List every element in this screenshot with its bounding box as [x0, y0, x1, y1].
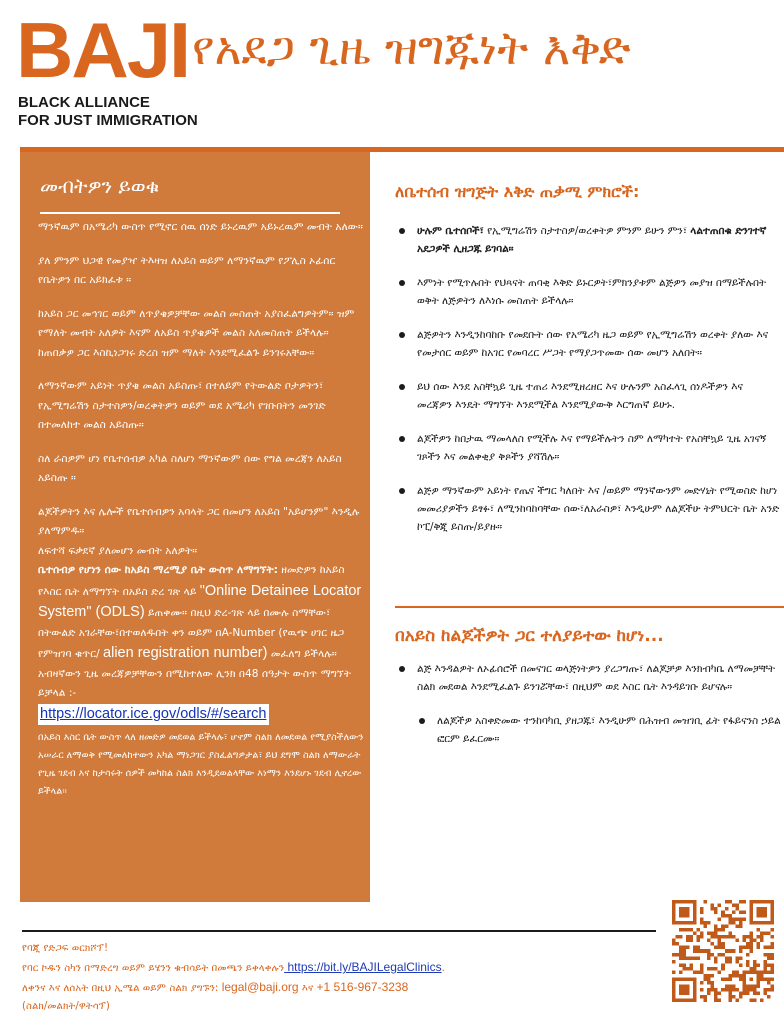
bullet-icon	[399, 436, 405, 442]
list-item	[395, 378, 781, 414]
locator-text-e: መፈለግ ይችላሉ።	[270, 648, 337, 660]
workshop-join-line	[22, 958, 662, 978]
list-item	[395, 430, 781, 466]
detention-call-info: በአይስ እስር ቤት ውስጥ ላለ ዘመድዎ መደወል ይችላሉ፣ ሆኖም ስልክ ለመደወል የሚያስችለውን አሠራር ለማወቅ የሚመለከተውን አካል ማነጋገር ያስፈልግዎታል፣ ይህ ደግሞ ስልክ ለማውራት የጊዜ ገደብ እና ከታሳሩት ሰዎች መካከል ስልክ እንዲደወልላቸው እነማን እንደሆኑ ገደብ ሊኖረው ይችላል።	[38, 732, 364, 797]
rights-paragraph-3: ከአይስ ጋር መኅገር ወይም ለጥያቄዎቻቸው መልስ መስጠት አያስፈልግዎትም። ዝም የማለት መብት አለዎት እናም ለአይስ ጥያቄዎች መልስ አለመስጠት ይችላሉ። ከጠበቃዎ ጋር እስኪነጋገሩ ድረስ ዝም ማለት እንደሚፈልጉ ይንገሩአቸው።	[38, 307, 355, 359]
tip-bold-end: ላልተጠበቁ ድንገተኛ አደጋዎች ሊዘጋጁ ይገባል።	[417, 225, 767, 255]
detainee-locator-info	[38, 561, 364, 665]
bullet-icon	[399, 332, 405, 338]
bullet-icon	[419, 718, 425, 724]
page-title: የአደጋ ጊዜ ዝግጁነት እቅድ	[192, 21, 631, 75]
qr-code-icon[interactable]	[672, 900, 774, 1002]
tip-text: እምነት የሚጥሉበት የህጻናት ጠባቂ እቅድ ይኑርዎት፣ምክንያቱም ልጅዎን መያዝ በማይችሉበት ወቅት ለጅዎትን ለእነሱ መስጠት ይችላሉ።	[417, 277, 766, 307]
bullet-icon	[399, 228, 405, 234]
odls-name: "Online Detainee Locator System" (ODLS)	[38, 582, 362, 620]
logo-wordmark: BAJI	[16, 6, 190, 94]
list-item	[395, 274, 781, 310]
contact-line	[22, 978, 662, 998]
tip-bold-start: ሁሉም ቤተሰቦች፣	[417, 225, 484, 237]
list-item	[395, 326, 781, 362]
tip-text: ልጅ እንዳልዎት ለኦፊሰሮች በመናገር ወላጅነትዎን ያረጋግጡ፣ ለልጆቻዎ እንክብካቤ ለማመቻቸት ስልክ መደወል እንደሚፈልጉ ይንገሯቸው፣ በዚህም ወደ እስር ቤት እንዳይገቡ ይሆናሉ።	[417, 663, 776, 693]
workshop-title: የባጂ የድጋፍ ወርክሾፕ!	[22, 943, 109, 954]
locator-text-a: ዘመድዎን ከአይስ የእስር ቤት ለማግኘት በአይስ ድረ ገጽ ላይ	[38, 564, 345, 598]
logo-subtitle-line-1: BLACK ALLIANCE	[18, 94, 150, 111]
list-item	[395, 222, 781, 258]
footer	[22, 940, 662, 1016]
tip-text: ልጆችዎን ከበታዉ ማመላለስ የሚችሉ እና የማይችሉትን ስም ለማካተት የአስቸኳይ ጊዜ አገናኝ ገጾችን እና መልቀቂያ ቅጾችን ያሻሽሉ።	[417, 433, 767, 463]
contact-email[interactable]: legal@baji.org	[218, 980, 299, 994]
rights-paragraph-7: ለፍተሻ ፍቃደኛ ያለመሆን መብት አለዎት።	[38, 544, 198, 557]
bullet-icon	[399, 384, 405, 390]
family-plan-tips-list	[395, 222, 781, 552]
bullet-icon	[399, 666, 405, 672]
separated-from-children-list	[395, 660, 781, 764]
know-your-rights-panel	[20, 152, 370, 902]
contact-phone[interactable]: +1 516-967-3238	[316, 980, 409, 994]
footer-divider	[22, 930, 656, 932]
baji-logo	[16, 6, 198, 134]
list-item	[395, 482, 781, 536]
contact-methods: (ስልክ/መልክት/ዋትሳፕ)	[22, 1001, 110, 1012]
panel-title: መብትዎን ይወቁ	[40, 166, 340, 214]
locator-48-hours: አብዛኛውን ጊዜ መረጃዎቻቸውን በሚከተለው ሊንክ በ48 ሰዓታት ውስጥ ማግኘት ይቻላል :-	[38, 667, 351, 699]
contact-and: እና	[298, 983, 317, 994]
tip-text: ለልጆችዎ አስቀድመው ተንከባካቢ ያዘጋጁ፣ እንዲሁም በሕዝብ መዝገቢ ፊት የፋይናንስ ኃይል ፎርም ይፈርሙ።	[437, 715, 781, 745]
list-item	[395, 712, 781, 748]
join-text: የባር ኮዱን ስካን በማድረግ ወይም ይሄንን ቁብሳይት በመጫን ይቀላቀሉን	[22, 963, 285, 974]
tip-text: ልጅዎ ማንኛውም አይነት የጤና ችግር ካለበት እና /ወይም ማንኛውንም መድሃኒት የሚወስድ ከሆነ መመሪያዎችን ይፃፉ፣ ለሚንከባከባቸው ሰው፣ለአራስዎ፣ እንዲሁም ለልጆችሁ ትምህርት ቤት አንድ ኮፒ/ቅጂ ይስጡ/ይያዙ።	[417, 485, 780, 533]
list-item	[395, 660, 781, 696]
join-period: .	[441, 963, 445, 974]
alien-registration-text: alien registration number)	[103, 645, 268, 661]
rights-paragraph-4: ለማንኛውም አይነት ጥያቄ መልስ አይስጡ፣ በተለይም የትውልድ ቦታዎትን፣ የኢሚግሬሽን ስታተስዎን/ወረቀትዎን ወይም ወደ አሜሪካ የገቡበትን መንገድ በተመለከተ መልስ አይስጡ።	[38, 380, 326, 431]
bullet-icon	[399, 488, 405, 494]
ice-locator-link[interactable]: https://locator.ice.gov/odls/#/search	[38, 704, 269, 725]
legal-clinics-link[interactable]: https://bit.ly/BAJILegalClinics	[284, 960, 442, 974]
tip-text: ይህ ሰው እንደ አስቸኳይ ጊዜ ተጠሪ እንደሚዘረዘር እና ሁሉንም አስፈላጊ ሰነዶችዎን እና መረጃዎን እንዴት ማግኘት እንደሚችል እንደሚያውቅ እርግጠኛ ይሁኑ.	[417, 381, 743, 411]
rights-paragraph-1: ማንኛዉም በአሜሪካ ውስጥ የሚኖር ሰዉ ሰነድ ይኑረዉም አይኑረዉም መብት አለው።	[38, 221, 363, 233]
contact-text: ለቀንና እና ለሰአት በዚህ ኢሜል ወይም ስልክ ያግኙን:	[22, 983, 219, 994]
tip-text: የኢሚግሬሽን ስታተስዎ/ወረቀትዎ ምንም ይሁን ምን፣	[483, 225, 691, 237]
section-divider	[395, 606, 784, 608]
rights-paragraph-5: ስለ ራስዎም ሆነ የቤተሰብዎ አካል ስለሆነ ማንኛውም ሰው የግል መረጃን ለአይስ አይስጡ ።	[38, 452, 342, 484]
locator-text-c: ይጠቀሙ። በዚህ ድረ-ገጽ ላይ በሙሉ ስማቸው፣ በትውልድ አገራቸው፣በተወለዱበት ቀን ወይም በA-Number (የዉጭ ሀገር ዜጋ የምዝገባ ቁጥር/	[38, 607, 345, 660]
bullet-icon	[399, 280, 405, 286]
panel-body	[38, 218, 364, 815]
locator-heading: ቤተሰብዎ የሆነን ሰው ከአይስ ማረሚያ ቤት ውስጥ ለማግኘት:	[38, 564, 278, 576]
separated-from-children-heading: በአይስ ከልጆችዎት ጋር ተለያይተው ከሆነ...	[395, 626, 664, 646]
family-plan-tips-heading: ለቤተሰብ ዝግጅት እቅድ ጠቃሚ ምክሮች:	[395, 182, 640, 201]
rights-paragraph-6: ልጆችዎትን እና ሌሎች የቤተሰብዎን አባላት ጋር በመሆን ለአይስ "አይሆንም" እንዲሉ ያለማምዱ።	[38, 505, 360, 537]
tip-text: ልጅዎትን እንዲንከባከቡ የመደቡት ሰው የአሜሪካ ዜጋ ወይም የኢሚግሬሽን ወረቀት ያለው እና የመታሰር ወይም ከአገር የመባረር ሥጋት የማያጋጥመው ሰው መሆን አለበት።	[417, 329, 769, 359]
rights-paragraph-2: ያለ ምንም ህጋዊ የመያዣ ትእዛዝ ለአይስ ወይም ለማንኛዉም የፖሊስ ኦፊሰር የቤትዎን በር አይክፈቱ ።	[38, 254, 336, 286]
logo-subtitle-line-2: FOR JUST IMMIGRATION	[18, 112, 198, 129]
